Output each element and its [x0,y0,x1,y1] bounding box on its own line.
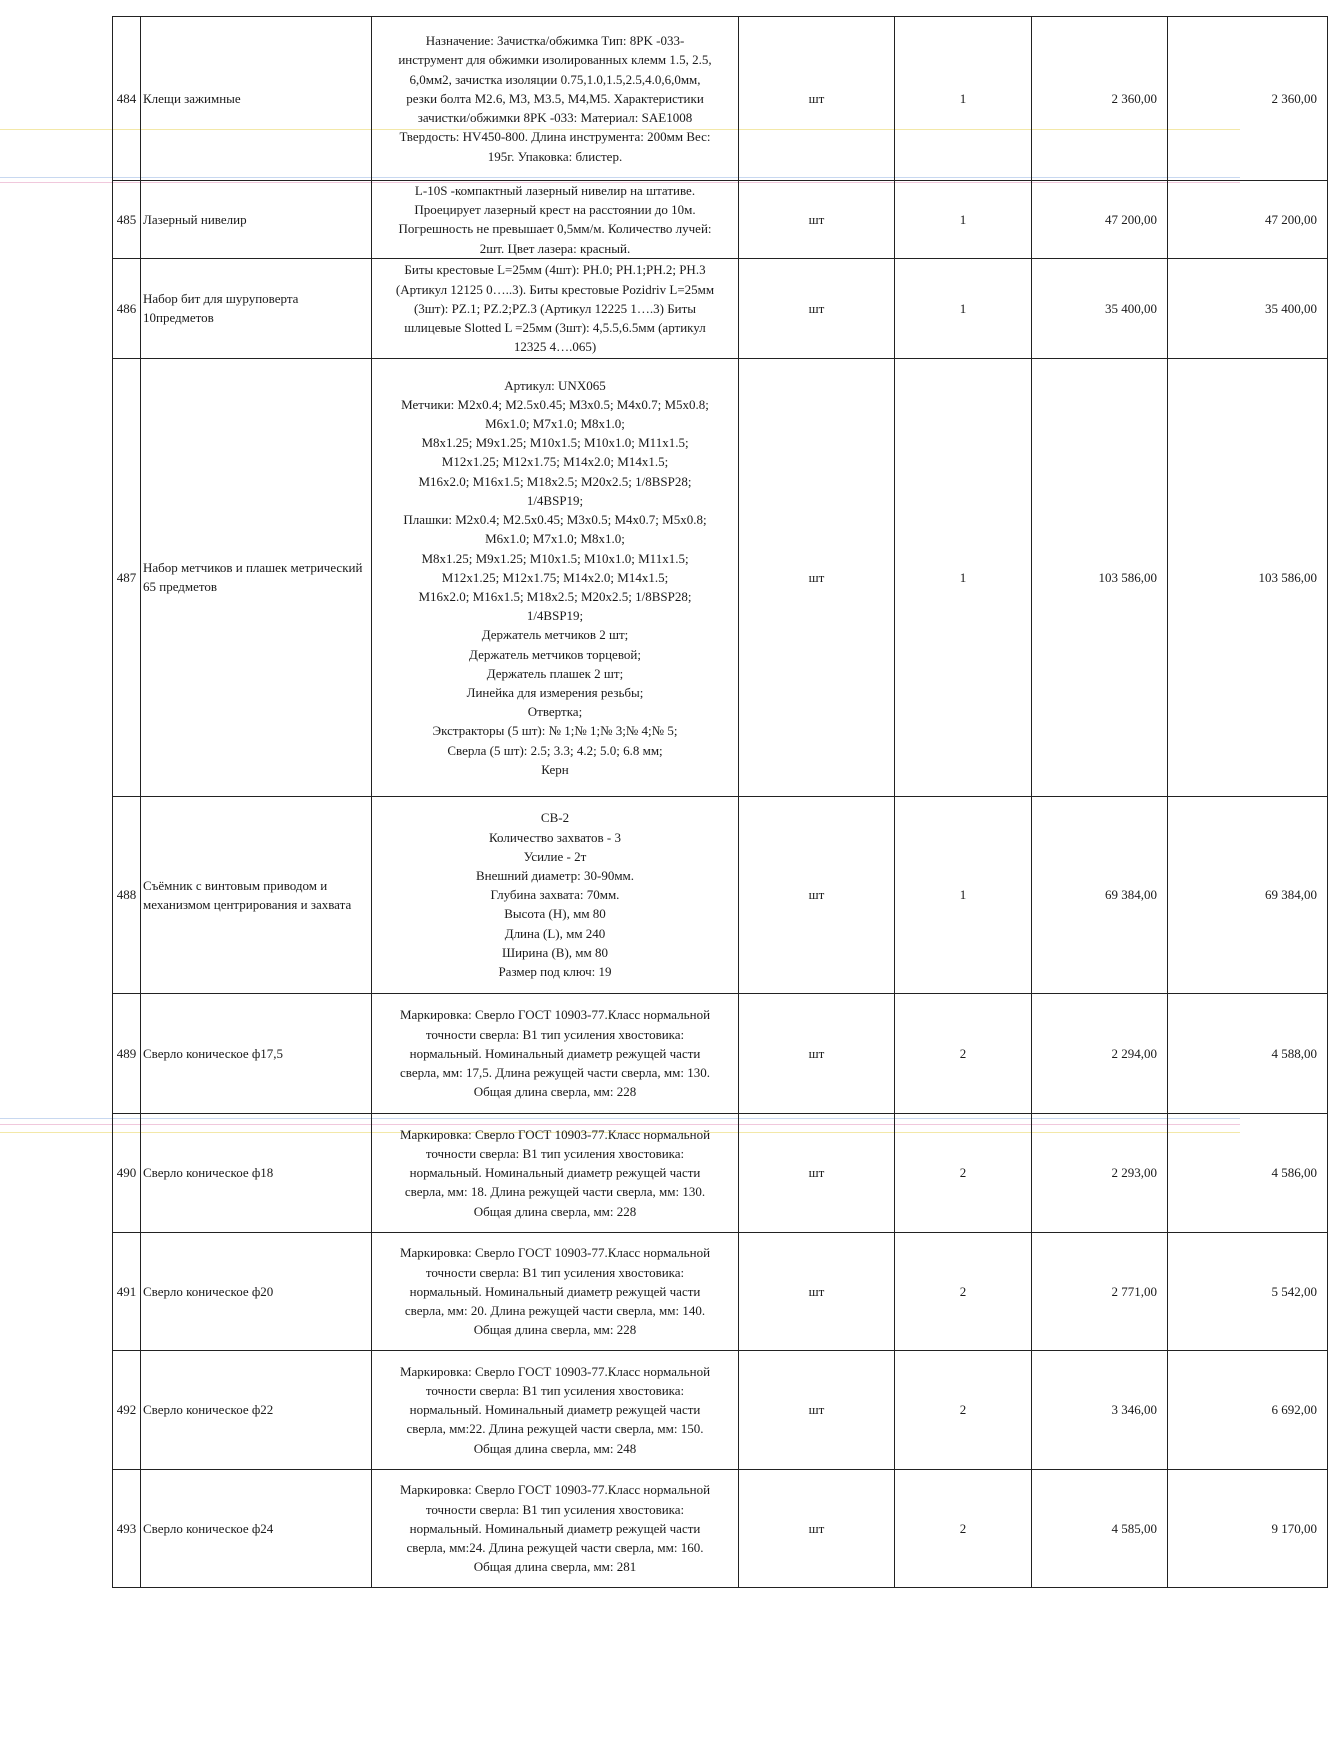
description-line: M8x1.25; M9x1.25; M10x1.5; M10x1.0; M11x1.5; [421,435,689,451]
description-line: Общая длина сверла, мм: 228 [473,1084,637,1100]
item-price: 69 384,00 [1032,796,1168,993]
description-line: Общая длина сверла, мм: 228 [473,1203,637,1219]
description-line: Метчики: M2x0.4; M2.5x0.45; M3x0.5; M4x0.7; M5x0.8; [401,396,709,412]
table-row [113,1350,1328,1469]
item-price: 4 585,00 [1032,1469,1168,1587]
description-line: 6,0мм2, зачистка изоляции 0.75,1.0,1.5,2.5,4.0,6,0мм, [409,71,701,87]
item-price: 2 360,00 [1032,17,1168,181]
description-line: Маркировка: Сверло ГОСТ 10903-77.Класс нормальной [399,1126,711,1142]
description-line: инструмент для обжимки изолированных клемм 1.5, 2.5, [398,52,712,68]
description-line: 2шт. Цвет лазера: красный. [479,240,631,256]
item-total: 4 586,00 [1168,1113,1328,1232]
item-quantity: 1 [895,258,1032,358]
description-line: Сверла (5 шт): 2.5; 3.3; 4.2; 5.0; 6.8 мм; [447,742,663,758]
item-total: 6 692,00 [1168,1350,1328,1469]
description-line: Линейка для измерения резьбы; [466,684,644,700]
description-line: Внешний диаметр: 30-90мм. [475,868,635,883]
description-line: Биты крестовые L=25мм (4шт): PH.0; PH.1;PH.2; PH.3 [404,262,706,278]
item-total: 2 360,00 [1168,17,1328,181]
item-unit: шт [739,993,895,1113]
item-number: 493 [113,1469,141,1587]
item-description [372,258,739,358]
item-total: 69 384,00 [1168,796,1328,993]
item-quantity: 2 [895,1232,1032,1350]
description-line: (Артикул 12125 0…..3). Биты крестовые Pozidriv L=25мм [395,281,715,297]
description-line: сверла, мм:22. Длина режущей части сверла, мм: 150. [406,1421,704,1437]
item-description [372,1469,739,1587]
description-line: шлицевые Slotted L =25мм (3шт): 4,5.5,6.5мм (артикул [404,319,706,335]
item-name: Сверло коническое ф20 [141,1232,372,1350]
item-unit: шт [739,1469,895,1587]
description-line: Держатель метчиков 2 шт; [481,627,629,643]
item-price: 35 400,00 [1032,258,1168,358]
item-description [372,17,739,181]
description-line: нормальный. Номинальный диаметр режущей части [409,1283,701,1299]
description-line: точности сверла: B1 тип усиления хвостовика: [425,1026,685,1042]
table-row [113,258,1328,358]
description-line: M6x1.0; M7x1.0; M8x1.0; [485,531,625,547]
description-line: M12x1.25; M12x1.75; M14x2.0; M14x1.5; [441,569,669,585]
item-unit: шт [739,17,895,181]
item-quantity: 2 [895,1469,1032,1587]
description-line: сверла, мм: 18. Длина режущей части сверла, мм: 130. [404,1184,706,1200]
item-number: 492 [113,1350,141,1469]
description-line: Маркировка: Сверло ГОСТ 10903-77.Класс нормальной [399,1007,711,1023]
item-quantity: 1 [895,17,1032,181]
description-line: зачистки/обжимки 8PK -033: Материал: SAE1008 [417,110,693,126]
item-unit: шт [739,1113,895,1232]
description-line: Керн [541,761,569,777]
item-quantity: 1 [895,181,1032,259]
description-line: Глубина захвата: 70мм. [490,887,620,903]
description-line: сверла, мм: 20. Длина режущей части сверла, мм: 140. [404,1302,706,1318]
description-line: Экстракторы (5 шт): № 1;№ 1;№ 3;№ 4;№ 5; [432,723,678,739]
table-body [113,17,1328,1588]
item-quantity: 1 [895,796,1032,993]
item-description [372,358,739,796]
item-name: Набор бит для шуруповерта 10предметов [141,258,372,358]
description-line: M16x2.0; M16x1.5; M18x2.5; M20x2.5; 1/8BSP28; [418,588,692,604]
item-name: Клещи зажимные [141,17,372,181]
item-number: 490 [113,1113,141,1232]
table-row [113,181,1328,259]
item-price: 2 293,00 [1032,1113,1168,1232]
item-number: 489 [113,993,141,1113]
item-total: 4 588,00 [1168,993,1328,1113]
description-line: Плашки: M2x0.4; M2.5x0.45; M3x0.5; M4x0.7; M5x0.8; [403,512,707,528]
item-number: 485 [113,181,141,259]
item-total: 35 400,00 [1168,258,1328,358]
item-name: Лазерный нивелир [141,181,372,259]
description-line: Держатель плашек 2 шт; [486,665,624,681]
item-description [372,1232,739,1350]
description-line: 1/4BSP19; [526,492,584,508]
item-unit: шт [739,258,895,358]
description-line: Погрешность не превышает 0,5мм/м. Количество лучей: [398,221,712,237]
item-description [372,796,739,993]
table-row [113,1232,1328,1350]
description-line: Общая длина сверла, мм: 228 [473,1322,637,1338]
item-price: 3 346,00 [1032,1350,1168,1469]
item-description [372,181,739,259]
description-line: точности сверла: B1 тип усиления хвостовика: [425,1383,685,1398]
item-unit: шт [739,1350,895,1469]
description-line: Твердость: HV450-800. Длина инструмента: 200мм Вес: [399,129,711,145]
item-description [372,1113,739,1232]
item-unit: шт [739,1232,895,1350]
description-line: нормальный. Номинальный диаметр режущей части [409,1045,701,1061]
table-row [113,796,1328,993]
item-total: 47 200,00 [1168,181,1328,259]
description-line: M6x1.0; M7x1.0; M8x1.0; [485,416,625,432]
description-line: 1/4BSP19; [526,608,584,624]
item-price: 103 586,00 [1032,358,1168,796]
item-name: Сверло коническое ф24 [141,1469,372,1587]
table-row [113,993,1328,1113]
item-total: 5 542,00 [1168,1232,1328,1350]
description-line: Держатель метчиков торцевой; [469,646,641,662]
item-number: 484 [113,17,141,181]
item-number: 488 [113,796,141,993]
description-line: M8x1.25; M9x1.25; M10x1.5; M10x1.0; M11x1.5; [421,550,689,566]
item-description [372,993,739,1113]
specification-table [112,16,1328,1588]
description-line: Общая длина сверла, мм: 248 [473,1440,637,1456]
item-total: 103 586,00 [1168,358,1328,796]
description-line: сверла, мм: 17,5. Длина режущей части сверла, мм: 130. [399,1064,710,1080]
item-price: 2 294,00 [1032,993,1168,1113]
description-line: Усилие - 2т [523,848,587,864]
item-number: 486 [113,258,141,358]
description-line: нормальный. Номинальный диаметр режущей части [409,1520,701,1536]
item-name: Сверло коническое ф18 [141,1113,372,1232]
description-line: Длина (L), мм 240 [504,925,606,941]
description-line: Отвертка; [527,704,583,720]
description-line: сверла, мм:24. Длина режущей части сверла, мм: 160. [406,1539,704,1555]
item-price: 2 771,00 [1032,1232,1168,1350]
table-row [113,1113,1328,1232]
item-number: 491 [113,1232,141,1350]
item-name: Набор метчиков и плашек метрический 65 предметов [141,358,372,796]
item-name: Сверло коническое ф22 [141,1350,372,1469]
description-line: точности сверла: B1 тип усиления хвостовика: [425,1146,685,1161]
description-line: Количество захватов - 3 [489,829,621,845]
item-price: 47 200,00 [1032,181,1168,259]
item-unit: шт [739,181,895,259]
description-line: Размер под ключ: 19 [498,964,612,980]
description-line: точности сверла: B1 тип усиления хвостовика: [425,1264,685,1280]
description-line: M12x1.25; M12x1.75; M14x2.0; M14x1.5; [441,454,669,470]
item-description [372,1350,739,1469]
item-unit: шт [739,796,895,993]
item-number: 487 [113,358,141,796]
item-unit: шт [739,358,895,796]
description-line: (3шт): PZ.1; PZ.2;PZ.3 (Артикул 12225 1….3) Биты [413,300,697,316]
table-row [113,1469,1328,1587]
description-line: 12325 4….065) [513,339,597,355]
description-line: CB-2 [540,810,570,826]
description-line: Ширина (B), мм 80 [501,944,609,960]
description-line: Маркировка: Сверло ГОСТ 10903-77.Класс нормальной [399,1482,711,1498]
description-line: Маркировка: Сверло ГОСТ 10903-77.Класс нормальной [399,1245,711,1261]
description-line: резки болта M2.6, M3, M3.5, M4,M5. Характеристики [406,90,704,106]
description-line: Назначение: Зачистка/обжимка Тип: 8PK -033- [425,33,685,49]
item-quantity: 2 [895,1113,1032,1232]
description-line: нормальный. Номинальный диаметр режущей части [409,1165,701,1181]
item-name: Съёмник с винтовым приводом и механизмом центрирования и захвата [141,796,372,993]
item-total: 9 170,00 [1168,1469,1328,1587]
description-line: L-10S -компактный лазерный нивелир на штативе. [414,183,696,198]
description-line: Маркировка: Сверло ГОСТ 10903-77.Класс нормальной [399,1363,711,1379]
description-line: Проецирует лазерный крест на расстоянии до 10м. [414,202,696,218]
description-line: точности сверла: B1 тип усиления хвостовика: [425,1501,685,1517]
description-line: M16x2.0; M16x1.5; M18x2.5; M20x2.5; 1/8BSP28; [418,473,692,489]
item-quantity: 1 [895,358,1032,796]
description-line: нормальный. Номинальный диаметр режущей части [409,1402,701,1418]
item-quantity: 2 [895,1350,1032,1469]
description-line: Высота (H), мм 80 [504,906,606,922]
item-name: Сверло коническое ф17,5 [141,993,372,1113]
description-line: Артикул: UNX065 [504,377,606,393]
table-row [113,17,1328,181]
item-quantity: 2 [895,993,1032,1113]
description-line: Общая длина сверла, мм: 281 [473,1559,637,1575]
table-row [113,358,1328,796]
description-line: 195г. Упаковка: блистер. [487,148,623,164]
